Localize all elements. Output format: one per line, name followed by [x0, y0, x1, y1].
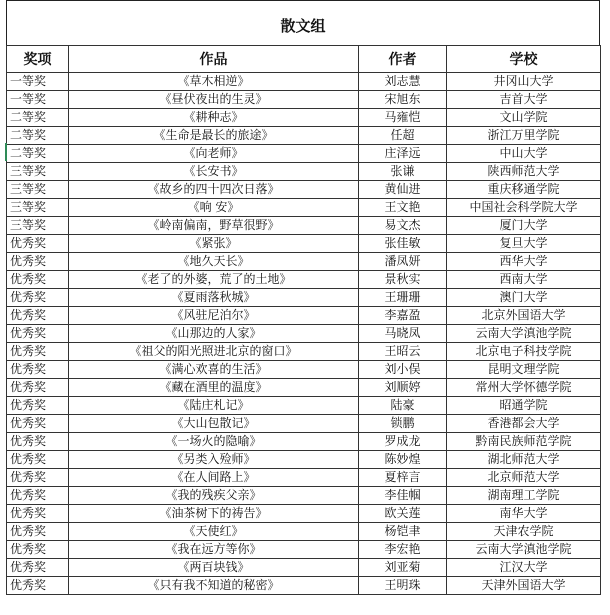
cell-award[interactable]: 一等奖 [7, 91, 69, 109]
table-row [7, 397, 601, 415]
table-row [7, 145, 601, 163]
cell-author[interactable]: 夏梓言 [359, 469, 447, 487]
cell-work[interactable]: 《在人间路上》 [69, 469, 359, 487]
cell-work[interactable]: 《陆庄札记》 [69, 397, 359, 415]
cell-award[interactable]: 优秀奖 [7, 379, 69, 397]
cell-work[interactable]: 《两百块钱》 [69, 559, 359, 577]
cell-school[interactable]: 黔南民族师范学院 [447, 433, 601, 451]
award-table [6, 45, 601, 595]
cell-author[interactable]: 马雍恺 [359, 109, 447, 127]
cell-award[interactable]: 三等奖 [7, 181, 69, 199]
cell-author[interactable]: 任超 [359, 127, 447, 145]
cell-author[interactable]: 刘顺婷 [359, 379, 447, 397]
cell-selection-marker [5, 143, 7, 161]
cell-award[interactable]: 优秀奖 [7, 523, 69, 541]
cell-school[interactable]: 复旦大学 [447, 235, 601, 253]
cell-work[interactable]: 《岭南偏南，野草很野》 [69, 217, 359, 235]
cell-award[interactable]: 优秀奖 [7, 397, 69, 415]
cell-school[interactable]: 澳门大学 [447, 289, 601, 307]
cell-award[interactable]: 优秀奖 [7, 361, 69, 379]
cell-school[interactable]: 厦门大学 [447, 217, 601, 235]
cell-school[interactable]: 江汉大学 [447, 559, 601, 577]
cell-author[interactable]: 王文艳 [359, 199, 447, 217]
table-row [7, 253, 601, 271]
cell-work[interactable]: 《另类入殓师》 [69, 451, 359, 469]
cell-award[interactable]: 三等奖 [7, 217, 69, 235]
cell-work[interactable]: 《老了的外婆，荒了的土地》 [69, 271, 359, 289]
table-row [7, 91, 601, 109]
cell-award[interactable]: 三等奖 [7, 163, 69, 181]
table-row [7, 469, 601, 487]
cell-school[interactable]: 天津农学院 [447, 523, 601, 541]
cell-work[interactable]: 《紧张》 [69, 235, 359, 253]
cell-author[interactable]: 王珊珊 [359, 289, 447, 307]
cell-author[interactable]: 宋旭东 [359, 91, 447, 109]
cell-work[interactable]: 《草木相逆》 [69, 73, 359, 91]
cell-award[interactable]: 优秀奖 [7, 469, 69, 487]
table-row [7, 559, 601, 577]
cell-work[interactable]: 《只有我不知道的秘密》 [69, 577, 359, 595]
cell-award[interactable]: 优秀奖 [7, 433, 69, 451]
cell-author[interactable]: 黄仙进 [359, 181, 447, 199]
cell-author[interactable]: 罗成龙 [359, 433, 447, 451]
table-row [7, 199, 601, 217]
header-award: 奖项 [7, 46, 69, 73]
cell-author[interactable]: 景秋实 [359, 271, 447, 289]
cell-author[interactable]: 张佳敏 [359, 235, 447, 253]
cell-school[interactable]: 井冈山大学 [447, 73, 601, 91]
cell-work[interactable]: 《油茶树下的祷告》 [69, 505, 359, 523]
cell-award[interactable]: 三等奖 [7, 199, 69, 217]
cell-school[interactable]: 昭通学院 [447, 397, 601, 415]
table-row [7, 289, 601, 307]
cell-work[interactable]: 《我的残疾父亲》 [69, 487, 359, 505]
table-row [7, 541, 601, 559]
table-row [7, 235, 601, 253]
cell-author[interactable]: 李佳帼 [359, 487, 447, 505]
cell-school[interactable]: 陕西师范大学 [447, 163, 601, 181]
table-row [7, 361, 601, 379]
cell-school[interactable]: 吉首大学 [447, 91, 601, 109]
cell-author[interactable]: 刘小俣 [359, 361, 447, 379]
cell-school[interactable]: 天津外国语大学 [447, 577, 601, 595]
cell-award[interactable]: 优秀奖 [7, 271, 69, 289]
table-row [7, 379, 601, 397]
cell-author[interactable]: 锁鹏 [359, 415, 447, 433]
cell-school[interactable]: 昆明文理学院 [447, 361, 601, 379]
cell-author[interactable]: 易文杰 [359, 217, 447, 235]
cell-award[interactable]: 二等奖 [7, 127, 69, 145]
cell-award[interactable]: 优秀奖 [7, 541, 69, 559]
table-row [7, 217, 601, 235]
cell-award[interactable]: 优秀奖 [7, 451, 69, 469]
header-row [7, 46, 601, 73]
cell-work[interactable]: 《一场火的隐喻》 [69, 433, 359, 451]
cell-award[interactable]: 优秀奖 [7, 487, 69, 505]
cell-award[interactable]: 二等奖 [7, 145, 69, 163]
cell-author[interactable]: 马晓凤 [359, 325, 447, 343]
table-row [7, 325, 601, 343]
cell-award[interactable]: 优秀奖 [7, 289, 69, 307]
cell-author[interactable]: 王昭云 [359, 343, 447, 361]
table-row [7, 415, 601, 433]
cell-school[interactable]: 北京外国语大学 [447, 307, 601, 325]
cell-work[interactable]: 《故乡的四十四次日落》 [69, 181, 359, 199]
cell-school[interactable]: 重庆移通学院 [447, 181, 601, 199]
table-row [7, 487, 601, 505]
cell-award[interactable]: 优秀奖 [7, 307, 69, 325]
cell-award[interactable]: 优秀奖 [7, 253, 69, 271]
cell-award[interactable]: 二等奖 [7, 109, 69, 127]
cell-author[interactable]: 刘志慧 [359, 73, 447, 91]
cell-award[interactable]: 优秀奖 [7, 577, 69, 595]
cell-school[interactable]: 湖南理工学院 [447, 487, 601, 505]
cell-work[interactable]: 《长安书》 [69, 163, 359, 181]
cell-school[interactable]: 南华大学 [447, 505, 601, 523]
cell-author[interactable]: 刘亚菊 [359, 559, 447, 577]
table-row [7, 73, 601, 91]
cell-award[interactable]: 优秀奖 [7, 343, 69, 361]
cell-school[interactable]: 云南大学滇池学院 [447, 325, 601, 343]
table-row [7, 181, 601, 199]
sheet-title: 散文组 [6, 0, 600, 45]
cell-work[interactable]: 《向老师》 [69, 145, 359, 163]
cell-work[interactable]: 《夏雨落秋城》 [69, 289, 359, 307]
cell-author[interactable]: 李嘉盈 [359, 307, 447, 325]
cell-author[interactable]: 欧关莲 [359, 505, 447, 523]
cell-work[interactable]: 《生命是最长的旅途》 [69, 127, 359, 145]
header-author: 作者 [359, 46, 447, 73]
cell-work[interactable]: 《天使红》 [69, 523, 359, 541]
cell-award[interactable]: 优秀奖 [7, 559, 69, 577]
cell-author[interactable]: 杨铠聿 [359, 523, 447, 541]
cell-award[interactable]: 优秀奖 [7, 325, 69, 343]
cell-work[interactable]: 《地久天长》 [69, 253, 359, 271]
cell-work[interactable]: 《风驻尼泊尔》 [69, 307, 359, 325]
cell-school[interactable]: 云南大学滇池学院 [447, 541, 601, 559]
cell-award[interactable]: 优秀奖 [7, 235, 69, 253]
table-row [7, 523, 601, 541]
table-row [7, 307, 601, 325]
cell-author[interactable]: 张谦 [359, 163, 447, 181]
cell-author[interactable]: 庄泽远 [359, 145, 447, 163]
cell-work[interactable]: 《山那边的人家》 [69, 325, 359, 343]
table-row [7, 505, 601, 523]
cell-award[interactable]: 一等奖 [7, 73, 69, 91]
cell-school[interactable]: 中国社会科学院大学 [447, 199, 601, 217]
cell-author[interactable]: 潘凤妍 [359, 253, 447, 271]
cell-work[interactable]: 《满心欢喜的生活》 [69, 361, 359, 379]
table-row [7, 343, 601, 361]
cell-award[interactable]: 优秀奖 [7, 415, 69, 433]
cell-school[interactable]: 常州大学怀德学院 [447, 379, 601, 397]
cell-school[interactable]: 北京师范大学 [447, 469, 601, 487]
award-sheet [6, 0, 600, 595]
cell-school[interactable]: 文山学院 [447, 109, 601, 127]
header-school: 学校 [447, 46, 601, 73]
cell-award[interactable]: 优秀奖 [7, 505, 69, 523]
header-work: 作品 [69, 46, 359, 73]
cell-work[interactable]: 《大山包散记》 [69, 415, 359, 433]
table-row [7, 127, 601, 145]
table-row [7, 451, 601, 469]
cell-author[interactable]: 王明珠 [359, 577, 447, 595]
table-row [7, 433, 601, 451]
cell-author[interactable]: 李宏艳 [359, 541, 447, 559]
cell-school[interactable]: 湖北师范大学 [447, 451, 601, 469]
cell-school[interactable]: 浙江万里学院 [447, 127, 601, 145]
cell-work[interactable]: 《我在远方等你》 [69, 541, 359, 559]
cell-work[interactable]: 《耕种志》 [69, 109, 359, 127]
cell-school[interactable]: 北京电子科技学院 [447, 343, 601, 361]
cell-school[interactable]: 西南大学 [447, 271, 601, 289]
table-row [7, 163, 601, 181]
cell-school[interactable]: 西华大学 [447, 253, 601, 271]
cell-author[interactable]: 陈妙煌 [359, 451, 447, 469]
cell-work[interactable]: 《昼伏夜出的生灵》 [69, 91, 359, 109]
cell-school[interactable]: 香港都会大学 [447, 415, 601, 433]
cell-work[interactable]: 《藏在酒里的温度》 [69, 379, 359, 397]
cell-work[interactable]: 《响 安》 [69, 199, 359, 217]
table-row [7, 271, 601, 289]
cell-author[interactable]: 陆豪 [359, 397, 447, 415]
cell-work[interactable]: 《祖父的阳光照进北京的窗口》 [69, 343, 359, 361]
table-row [7, 109, 601, 127]
table-row [7, 577, 601, 595]
cell-school[interactable]: 中山大学 [447, 145, 601, 163]
